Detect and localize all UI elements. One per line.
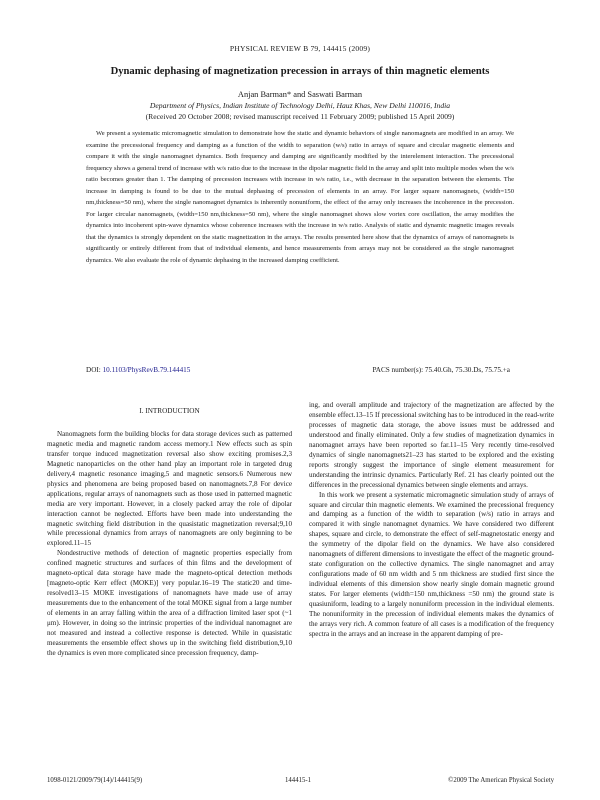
doi-link[interactable]: 10.1103/PhysRevB.79.144415 [102,366,191,374]
pacs-numbers: PACS number(s): 75.40.Gh, 75.30.Ds, 75.75.+a [372,366,510,374]
affiliation: Department of Physics, Indian Institute of Technology Delhi, Hauz Khas, New Delhi 110016, India [149,101,451,110]
authors: Anjan Barman* and Saswati Barman [237,90,363,99]
footer-issn: 1098-0121/2009/79(14)/144415(9) [47,777,143,784]
footer-copyright: ©2009 The American Physical Society [448,777,554,784]
paper-title: Dynamic dephasing of magnetization precession in arrays of thin magnetic elements [110,66,490,77]
body-paragraph: Nanomagnets form the building blocks for data storage devices such as patterned magnetic media and magnetic random access memory.1 New effects such as spin transfer torque induced magnetization reversal also show exciting promises.2,3 Magnetic nanoparticles on the other hand play an important role in targeted drug delivery,4 magnetic resonance imaging,5 and magnetic sensors.6 Numerous new physics and phenomena are being proposed based on nanomagnets.7,8 For device applications, regular arrays of nanomagnets such as those used in patterned magnetic media are very important. However, in a closely packed array the role of dipolar interaction cannot be neglected. Efforts have been made into understanding the magnetic switching field distribution in the quasistatic magnetization reversal;9,10 while precessional dynamics from arrays of nanomagnets are only beginning to be explored.11–15 [47,429,292,548]
body-paragraph: ing, and overall amplitude and trajectory of the magnetization are affected by the ensemble effect.13–15 If precessional switching has to be introduced in the read-write processes of magnetic data storage, the above issues must be addressed and understood and finally eliminated. Only a few studies of magnetization dynamics in nanomagnet arrays have been reported so far.11–15 Very recently time-resolved dynamics of single nanomagnets21–23 has started to be explored and the existing reports strongly suggest the importance of single element measurement for understanding the intrinsic dynamics. Particularly Ref. 21 has clearly pointed out the differences in the precessional dynamics between single elements and arrays. [309,401,554,489]
body-paragraph: Nondestructive methods of detection of magnetic properties especially from confined magnetic structures and surfaces of thin films and the development of magneto-optical data storage have made the magneto-optical detection methods [magneto-optic Kerr effect (MOKE)] very popular.16–19 The static20 and time-resolved13–15 MOKE investigations of nanomagnets have made use of array measurements due to the enhancement of the total MOKE signal from a large number of elements in an array falling within the area of a diffraction limited laser spot (~1 μm). However, in doing so the intrinsic properties of the individual nanomagnet are not measured and instead a collective response is detected. While in quasistatic measurements the ensemble effect shows up in the switching field distribution,9,10 the dynamics is even more complicated since precession frequency, damp- [47,549,292,657]
doi-pacs-line [86,366,514,374]
left-column [47,401,292,659]
section-heading: I. INTRODUCTION [139,407,200,415]
footer-page-number: 144415-1 [285,777,312,784]
body-paragraph: In this work we present a systematic micromagnetic simulation study of arrays of square and circular thin magnetic elements. We examined the precessional frequency and damping as a function of the width to separation (w/s) ratio in arrays and compared it with single nanomagnet dynamics. We have considered two different shapes, square and circle, to demonstrate the effect of self-magnetostatic energy and the symmetry of the dipolar field on the dynamics. We have also considered nanomagnets of different dimensions to investigate the effect of the magnetic ground-state configuration on the collective dynamics. The single nanomagnet and array configurations made of 60 nm width and 5 nm thickness are studied first since the individual elements of this dimension show nearly single domain magnetic ground states. For larger elements (width=150 nm,thickness =50 nm) the ground state is quasiuniform, leading to a largely nonuniform precession in the individual elements. The nonuniformity in the precession of individual elements makes the dynamics of the arrays very rich. A common feature of all cases is a modification of the frequency spectra in the arrays and an increase in the apparent damping of pre- [309,490,554,638]
right-column [309,401,554,640]
received-dates: (Received 20 October 2008; revised manuscript received 11 February 2009; published 15 April 2009) [145,112,455,121]
journal-header: PHYSICAL REVIEW B 79, 144415 (2009) [229,44,371,53]
abstract: We present a systematic micromagnetic simulation to demonstrate how the static and dynamic behaviors of single nanomagnets are modified in an array. We examine the precessional frequency and damping as a function of the width to separation (w/s) ratio in arrays of square and circular magnetic elements and compare it with the single nanomagnet dynamics. Both frequency and damping are significantly modified by the interelement interaction. The precessional frequency shows a general trend of increase with w/s ratio due to the increase in the dipolar magnetic field in the array and split into multiple modes when the w/s ratio becomes greater than 1. The damping of precession increases with increase in w/s ratio, i.e., with decrease in the separation between the elements. The increase in damping is found to be due to the mutual dephasing of precession of elements in an array. For larger square nanomagnets, (width=150 nm,thickness=50 nm), where the single nanomagnet dynamics is inherently nonuniform, the effect of the array only increases the incoherence in the precession. For larger circular nanomagnets, (width=150 nm,thickness=50 nm), where the single nanomagnet shows slow vortex core oscillation, the array modifies the dynamics into incoherent spin-wave dynamics whose coherence increases with the increase in w/s ratio. Analysis of static and dynamic magnetic images reveals that the dynamics is strongly dependent on the static magnetization in the arrays. The results presented here show that the dynamics of arrays of nanomagnets is significantly or entirely different from that of individual elements, and hence measurements from arrays may not be considered as the single nanomagnet dynamics. We also evaluate the role of dynamic dephasing in the increased damping coefficient. [86,130,514,264]
doi-label: DOI: [86,366,101,374]
